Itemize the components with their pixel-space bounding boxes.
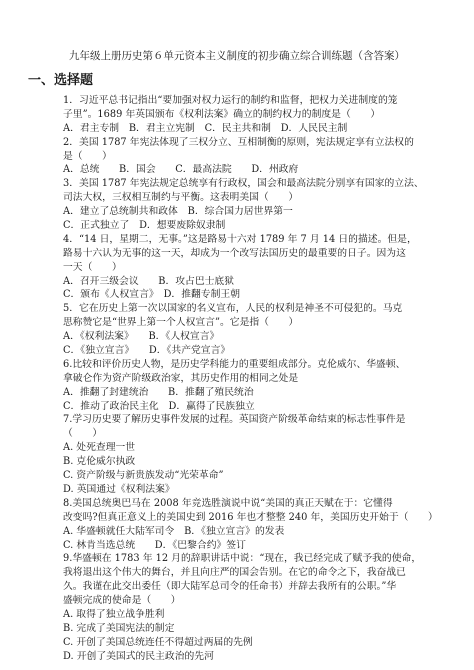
question-list	[63, 94, 438, 664]
text-line: A．建立了总统制共和政体 B．综合国力居世界第一	[63, 206, 293, 218]
text-line: A．《权利法案》 B．《人权宣言》	[63, 331, 220, 343]
text-line: C．《独立宣言》 D．《共产党宣言》	[63, 345, 231, 357]
text-line: 我将退出这个伟大的舞台，并且向庄严的国会告别。在它的命令之下，我奋战已	[63, 567, 406, 579]
text-line: 久。我谨在此交出委任（即大陆军总司令的任命书）并辞去我所有的公职。”华	[63, 581, 397, 593]
text-line: 8.美国总统奥巴马在 2008 年竞选胜演说中说“美国的真正天赋在于：它懂得	[63, 497, 393, 509]
text-line: 4．“14 日，星期二，无事。”这是路易十六对 1789 年 7 月 14 日的描述。但是，	[63, 233, 417, 245]
text-line: 1．习近平总书记指出“要加强对权力运行的制约和监督，把权力关进制度的笼	[63, 95, 398, 106]
text-line: B. 克伦威尔执政	[63, 456, 136, 468]
text-line: 路易十六认为无事的这一天，却成为一个改写法国历史的最重要的日子。因为这	[63, 247, 406, 259]
text-line: 3．美国 1787 年宪法规定总统享有行政权，国会和最高法院分别享有国家的立法、	[63, 178, 424, 190]
text-line: C．推动了政治民主化 D．赢得了民族独立	[63, 400, 255, 412]
text-line: C．颁布《人权宣言》 D．推翻专制王朝	[63, 289, 240, 301]
text-line: A．君主专制 B．君主立宪制 C．民主共和制 D．人民民主制	[63, 122, 348, 134]
text-line: 思称赞它是“世界上第一个人权宣言”。它是指（ ）	[63, 317, 299, 329]
text-line: C. 开创了美国总统连任不得超过两届的先例	[63, 636, 253, 648]
text-line: 9.华盛顿在 1783 年 12 月的辞职讲话中说：“现在，我已经完成了赋予我的使命，	[63, 553, 422, 565]
text-line: A. 处死查理一世	[63, 442, 136, 454]
text-line: B. 完成了美国宪法的制定	[63, 622, 175, 634]
text-line: 改变吗?但真正意义上的美国史到 2016 年也才整整 240 年，美国历史开始于（ ）	[63, 511, 438, 523]
text-line: 盛顿完成的使命是（ ）	[63, 595, 181, 607]
text-line: A. 取得了独立战争胜利	[63, 608, 165, 620]
text-line: C. 林肯当选总统 D．《巴黎合约》签订	[63, 539, 246, 551]
text-line: 2．美国 1787 年宪法体现了三权分立、互相制衡的原则，宪法规定享有立法权的	[63, 136, 414, 148]
text-line: A．召开三级会议 B．攻占巴士底狱	[63, 275, 235, 287]
text-line: 6.比较和评价历史人物，是历史学科能力的重要组成部分。克伦威尔、华盛顿、	[63, 358, 406, 370]
text-line: A. 华盛顿就任大陆军司令 B．《独立宣言》的发表	[63, 525, 285, 537]
text-line: 拿破仑作为资产阶级政治家，其历史作用的相同之处是	[63, 372, 299, 384]
text-line: D. 英国通过《权利法案》	[63, 483, 175, 495]
text-line: C. 资产阶级与新贵族发动“光荣革命”	[63, 470, 224, 482]
section-heading: 一、选择题	[28, 73, 94, 88]
text-line: 是（ ）	[63, 150, 112, 162]
text-line: 子里”。1689 年英国颁布《权利法案》确立的制约权力的制度是（ ）	[63, 108, 381, 120]
text-line: A．推翻了封建统治 B．推翻了殖民统治	[63, 386, 254, 398]
text-line: 7.学习历史要了解历史事件发展的过程。英国资产阶级革命结束的标志性事件是	[63, 414, 406, 426]
text-line: C．正式独立了 D．想要废除奴隶制	[63, 220, 226, 232]
text-line: 司法大权，三权相互制约与平衡。这表明美国（ ）	[63, 192, 299, 204]
text-line: A．总统 B．国会 C．最高法院 D．州政府	[63, 164, 299, 176]
document-title: 九年级上册历史第６单元资本主义制度的初步确立综合训练题（含答案）	[69, 50, 405, 62]
text-line: D. 开创了美国式的民主政治的先河	[63, 650, 214, 662]
text-line: 5．它在历史上第一次以国家的名义宣布，人民的权利是神圣不可侵犯的。马克	[63, 303, 403, 315]
text-line: （ ）	[63, 428, 103, 440]
text-line: 一天（ ）	[63, 261, 122, 273]
